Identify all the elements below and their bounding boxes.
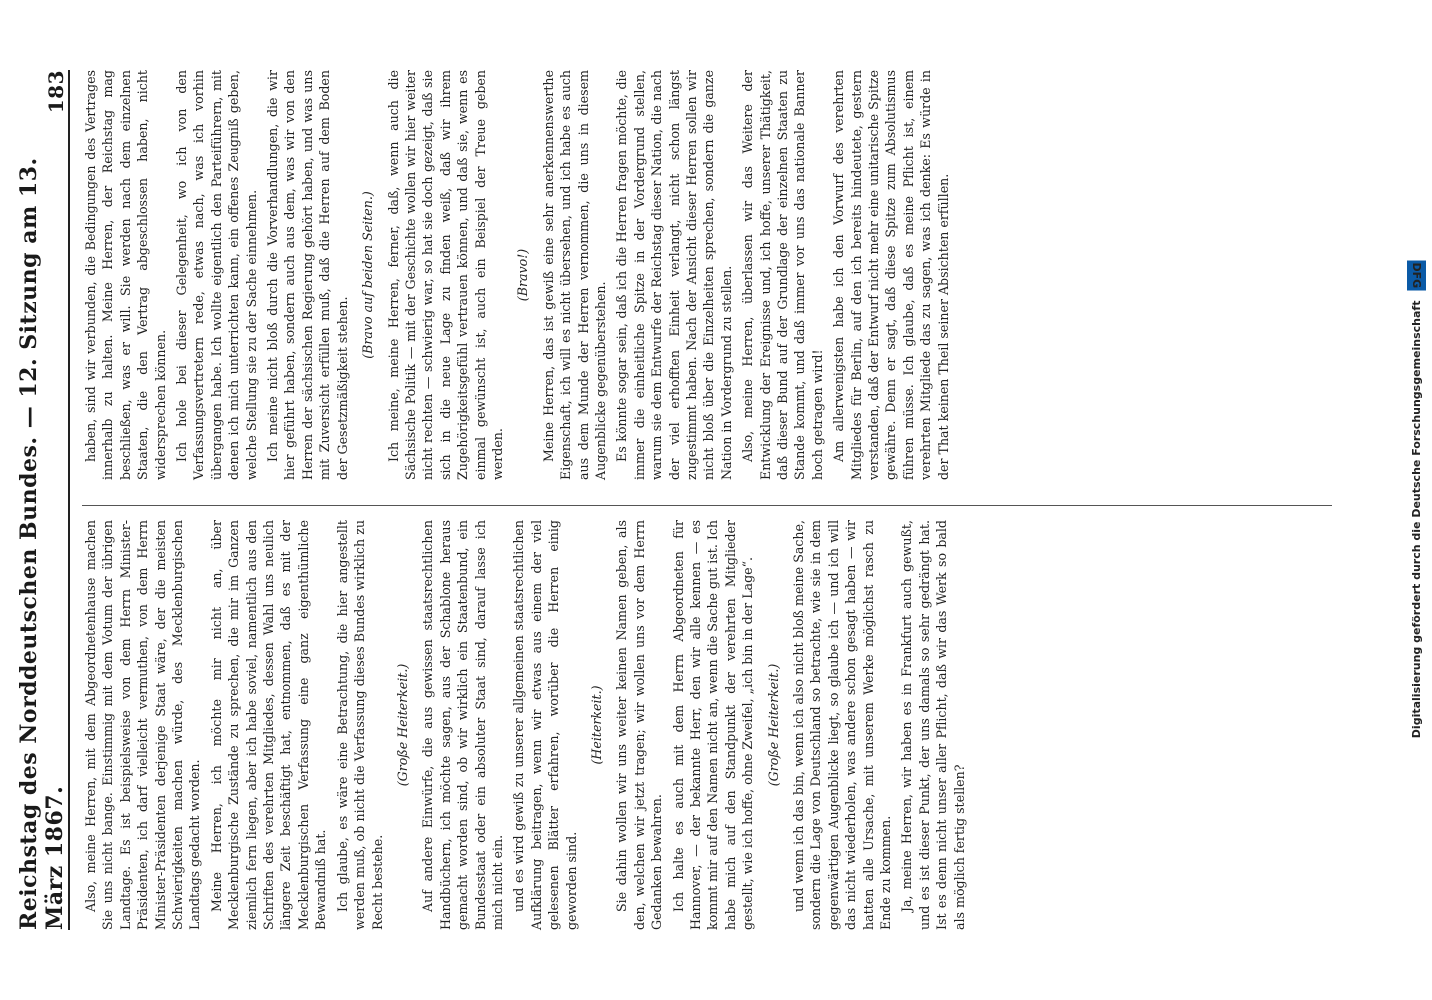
paragraph: und wenn ich das bin, wenn ich also nicht bloß meine Sache, sondern die Lage von Deutschland so betrachte, wie sie in dem gegenwärtigen Augenblicke liegt, so glaube ich — und ich will das nicht wiederholen, was andere schon gesagt haben — wir hatten alle Ursache, mit unserem Werke möglichst rasch zu Ende zu kommen. (791, 520, 894, 930)
right-column (82, 70, 956, 480)
page-number: 183 (44, 70, 68, 114)
paragraph: Ich meine nicht bloß durch die Vorverhandlungen, die wir hier geführt haben, sondern auch aus dem, was wir von den Herren der sächsischen Regierung gehört haben, und was uns mit Zuversicht erfüllen muß, daß die Herren auf dem Boden der Gesetzmäßigkeit stehen. (265, 70, 350, 480)
interjection: (Bravo!) (515, 248, 531, 302)
paragraph: Ich meine, meine Herren, ferner, daß, wenn auch die Sächsische Politik — mit der Geschichte wollen wir hier weiter nicht rechten — schwierig war, so hat sie doch gezeigt, daß sie sich in die neue Lage zu finden weiß, daß wir ihrem Zugehörigkeitsgefühl vertrauen können, und daß sie, wenn es einmal gewünscht ist, auch ein Beispiel der Treue geben werden. (385, 70, 505, 480)
interjection: (Heiterkeit.) (588, 685, 604, 765)
paragraph: Am allerwenigsten habe ich den Vorwurf des verehrten Mitgliedes für Berlin, auf den ich bereits hindeutete, gestern verstanden, daß der Entwurf nicht mehr eine unitarische Spitze gewähre. Denn er sagt, daß diese Spitze zum Absolutismus führen müsse. Ich glaube, daß es meine Pflicht ist, einem verehrten Mitgliede das zu sagen, was ich denke: Es würde in der That keinen Theil seiner Absichten erfüllen. (831, 70, 951, 480)
interjection: (Bravo auf beiden Seiten.) (360, 191, 376, 359)
paragraph: Ich glaube, es wäre eine Betrachtung, die hier angestellt werden muß, ob nicht die Verfassung dieses Bundes wirklich zu Recht bestehe. (334, 520, 385, 930)
paragraph: Meine Herren, das ist gewiß eine sehr anerkennenswerthe Eigenschaft, ich will es nicht übersehen, und ich habe es auch aus dem Munde der Herren vernommen, die uns in diesem Augenblicke gegenüberstehen. (540, 70, 608, 480)
paragraph: haben, sind wir verbunden, die Bedingungen des Vertrages innerhalb zu halten. Meine Herren, der Reichstag mag beschließen, was er will. Sie werden nach dem einzelnen Staaten, die den Vertrag abgeschlossen haben, nicht widersprechen können. (83, 70, 168, 480)
credit-text: Digitalisierung gefördert durch die Deutsche Forschungsgemeinschaft (1409, 300, 1423, 739)
paragraph: Auf andere Einwürfe, die aus gewissen staatsrechtlichen Handbüchern, ich möchte sagen, aus der Schablone heraus gemacht worden sind, ob wir wirklich ein Staatenbund, ein Bundesstaat oder ein absoluter Staat sind, darauf lasse ich mich nicht ein. (420, 520, 505, 930)
digitization-credit (1406, 20, 1426, 980)
paragraph: Ich hole bei dieser Gelegenheit, wo ich von den Verfassungsvertretern rede, etwas nach, was ich vorhin übergangen habe. Ich wollte eigentlich den Parteiführern, mit denen ich mich unterrichten kann, ein offenes Zeugniß geben, welche Stellung sie zu der Sache einnehmen. (174, 70, 259, 480)
paragraph: und es wird gewiß zu unserer allgemeinen staatsrechtlichen Aufklärung beitragen, wenn wir etwas aus einem der viel gelesenen Blätter erfahren, worüber die Herren einig geworden sind. (511, 520, 579, 930)
paragraph: Also, meine Herren, überlassen wir das Weitere der Entwicklung der Ereignisse und, ich hoffe, unserer Thätigkeit, daß dieser Bund auf der Grundlage der einzelnen Staaten zu Stande kommt, und daß immer vor uns das nationale Banner hoch getragen wird! (740, 70, 825, 480)
paragraph: Sie dahin wollen wir uns weiter keinen Namen geben, als den, welchen wir jetzt tragen; wir wollen uns vor dem Herrn Gedanken bewahren. (614, 520, 665, 930)
left-column (82, 520, 972, 930)
paragraph: Ich halte es auch mit dem Herrn Abgeordneten für Hannover, — der bekannte Herr, den wir alle kennen — es kommt mir auf den Namen nicht an, wenn die Sache gut ist. Ich habe mich auf den Standpunkt der verehrten Mitglieder gestellt, wie ich hoffe, ohne Zweifel, „ich bin in der Lage“. (670, 520, 756, 930)
paragraph: Meine Herren, ich möchte mir nicht an, über Mecklenburgische Zustände zu sprechen, die mir im Ganzen ziemlich fern liegen, aber ich habe soviel, namentlich aus den Schriften des verehrten Mitgliedes, dessen Wahl uns neulich längere Zeit beschäftigt hat, entnommen, daß es mit der Mecklenburgischen Verfassung eine ganz eigenthümliche Bewandniß hat. (208, 520, 329, 930)
paragraph: Also, meine Herren, mit dem Abgeordnetenhause machen Sie uns nicht bange. Einstimmig mit dem Votum der übrigen Landtage. Es ist beispielsweise von dem Herrn Minister-Präsidenten, ich darf vielleicht vermuthen, von dem Herrn Minister-Präsidenten derjenige Staat wäre, der die meisten Schwierigkeiten machen würde, des Mecklenburgischen Landtags gedacht worden. (83, 520, 203, 930)
paragraph: Es könnte sogar sein, daß ich die Herren fragen möchte, die immer die einheitliche Spitze in der Vordergrund stellen, warum sie dem Entwurfe der Reichstag dieser Nation, die nach der viel erhofften Einheit verlangt, nicht schon längst zugestimmt haben. Nach der Ansicht dieser Herren sollen wir nicht bloß über die Einzelheiten sprechen, sondern die ganze Nation in Vordergrund zu stellen. (614, 70, 734, 480)
interjection: (Große Heiterkeit.) (394, 663, 410, 787)
page-title: Reichstag des Norddeutschen Bundes. — 12. Sitzung am 13. März 1867. (16, 157, 68, 930)
interjection: (Große Heiterkeit.) (765, 663, 781, 787)
dfg-logo: DFG (1407, 261, 1426, 291)
page-header (16, 70, 70, 930)
paragraph: Ja, meine Herren, wir haben es in Frankfurt auch gewußt, und es ist dieser Punkt, der uns damals so sehr gedrängt hat. Ist es denn nicht unser aller Pflicht, daß wir das Werk so bald als möglich fertig stellen? (899, 520, 967, 930)
column-divider (82, 505, 1332, 506)
